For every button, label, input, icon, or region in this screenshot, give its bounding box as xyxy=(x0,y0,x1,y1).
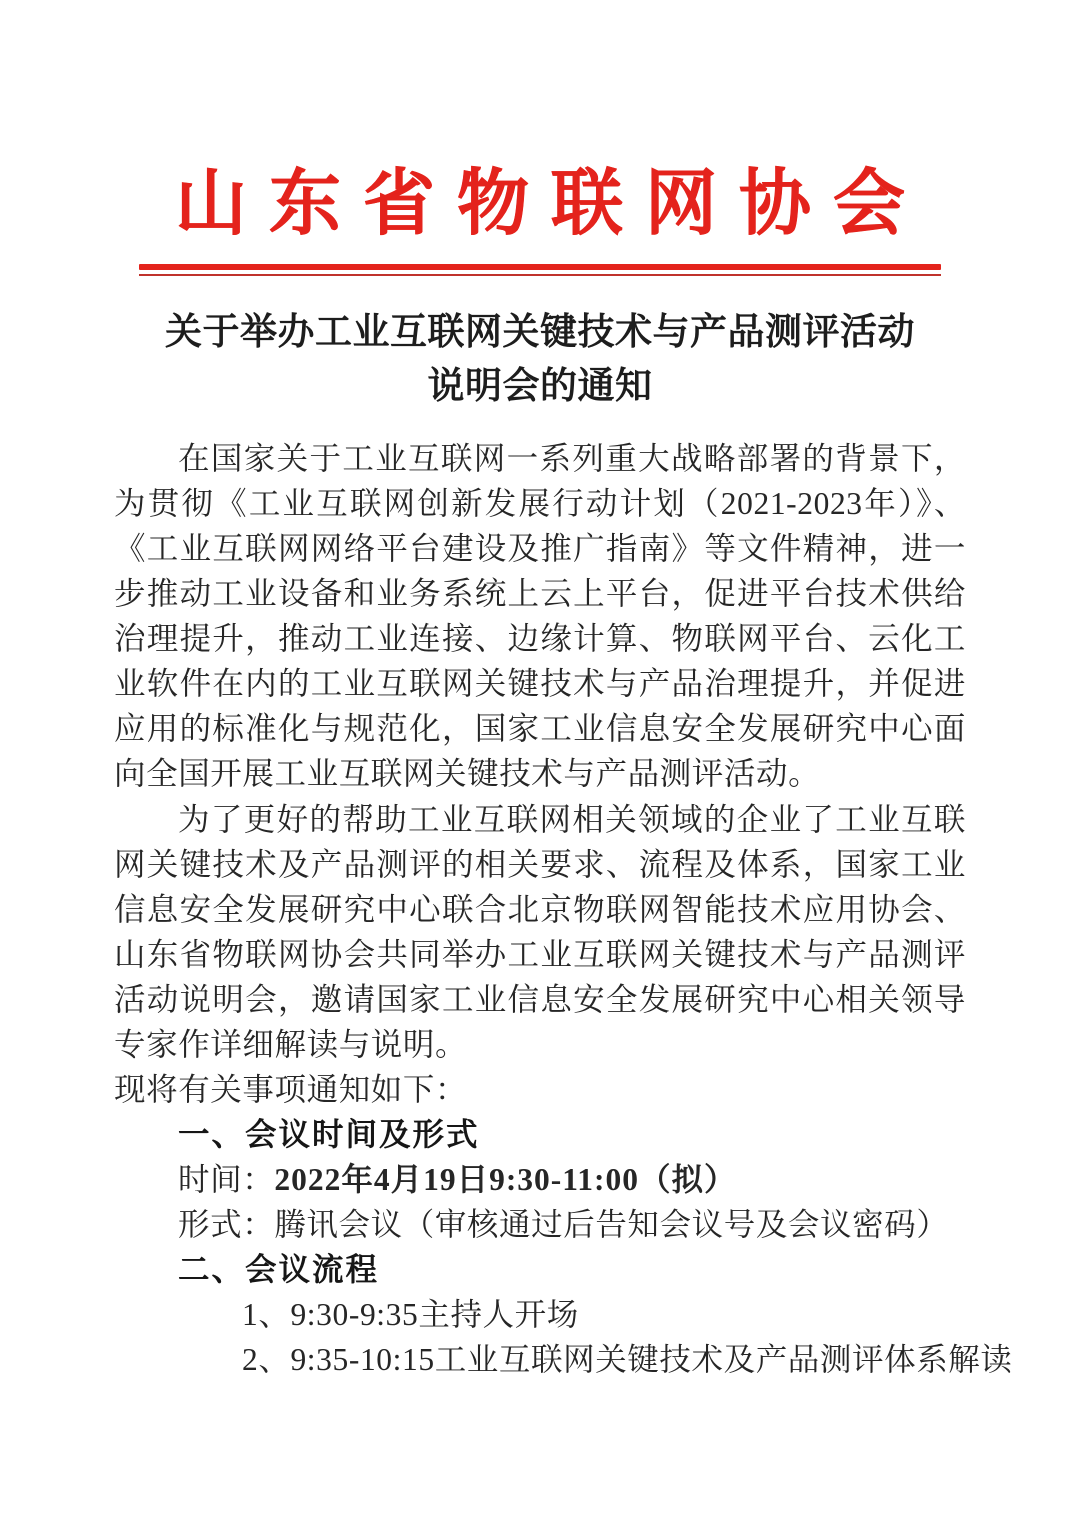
meeting-format-line xyxy=(114,1202,966,1247)
meeting-time-line xyxy=(114,1157,966,1202)
section-heading-one: 一、会议时间及形式 xyxy=(178,1116,480,1152)
body-paragraph-1: 在国家关于工业互联网一系列重大战略部署的背景下，为贯彻《工业互联网创新发展行动计划（2021-2023年）》、《工业互联网网络平台建设及推广指南》等文件精神，进一步推动工业设备和业务系统上云上平台，促进平台技术供给治理提升，推动工业连接、边缘计算、物联网平台、云化工业软件在内的工业互联网关键技术与产品治理提升，并促进应用的标准化与规范化，国家工业信息安全发展研究中心面向全国开展工业互联网关键技术与产品测评活动。 xyxy=(114,440,966,791)
masthead-divider xyxy=(139,264,941,276)
meeting-time-label: 时间： xyxy=(178,1161,275,1197)
agenda-item-1-time xyxy=(178,1292,418,1337)
document-title xyxy=(125,306,955,413)
agenda-item-2 xyxy=(114,1337,1013,1382)
section-heading-two: 二、会议流程 xyxy=(178,1251,380,1287)
agenda-item-1-time-range: 9:30-9:35 xyxy=(290,1296,419,1332)
agenda-item-1 xyxy=(114,1292,966,1337)
meeting-format-label: 形式： xyxy=(178,1206,275,1242)
meeting-format-value: 腾讯会议（审核通过后告知会议号及会议密码） xyxy=(274,1206,949,1242)
agenda-item-2-time-range: 9:35-10:15 xyxy=(290,1341,435,1377)
divider-thin-rule xyxy=(139,274,941,276)
agenda-item-2-description: 工业互联网关键技术及产品测评体系解读 xyxy=(434,1341,1013,1377)
masthead xyxy=(0,0,1080,244)
organization-name: 山东省物联网协会 xyxy=(174,164,927,244)
agenda-item-2-index: 2、 xyxy=(242,1341,291,1377)
agenda-item-1-description: 主持人开场 xyxy=(418,1296,579,1332)
document-title-line-1: 关于举办工业互联网关键技术与产品测评活动 xyxy=(165,312,915,354)
lead-in-line: 现将有关事项通知如下： xyxy=(114,1071,468,1107)
meeting-time-value: 2022年4月19日9:30-11:00（拟） xyxy=(274,1161,737,1197)
document-title-line-2: 说明会的通知 xyxy=(427,366,653,408)
agenda-item-2-time xyxy=(178,1337,435,1382)
body-paragraph-2: 为了更好的帮助工业互联网相关领域的企业了工业互联网关键技术及产品测评的相关要求、流程及体系，国家工业信息安全发展研究中心联合北京物联网智能技术应用协会、山东省物联网协会共同举办工业互联网关键技术与产品测评活动说明会，邀请国家工业信息安全发展研究中心相关领导专家作详细解读与说明。 xyxy=(114,801,966,1062)
agenda-item-1-index: 1、 xyxy=(242,1296,291,1332)
document-body xyxy=(114,436,1013,1382)
